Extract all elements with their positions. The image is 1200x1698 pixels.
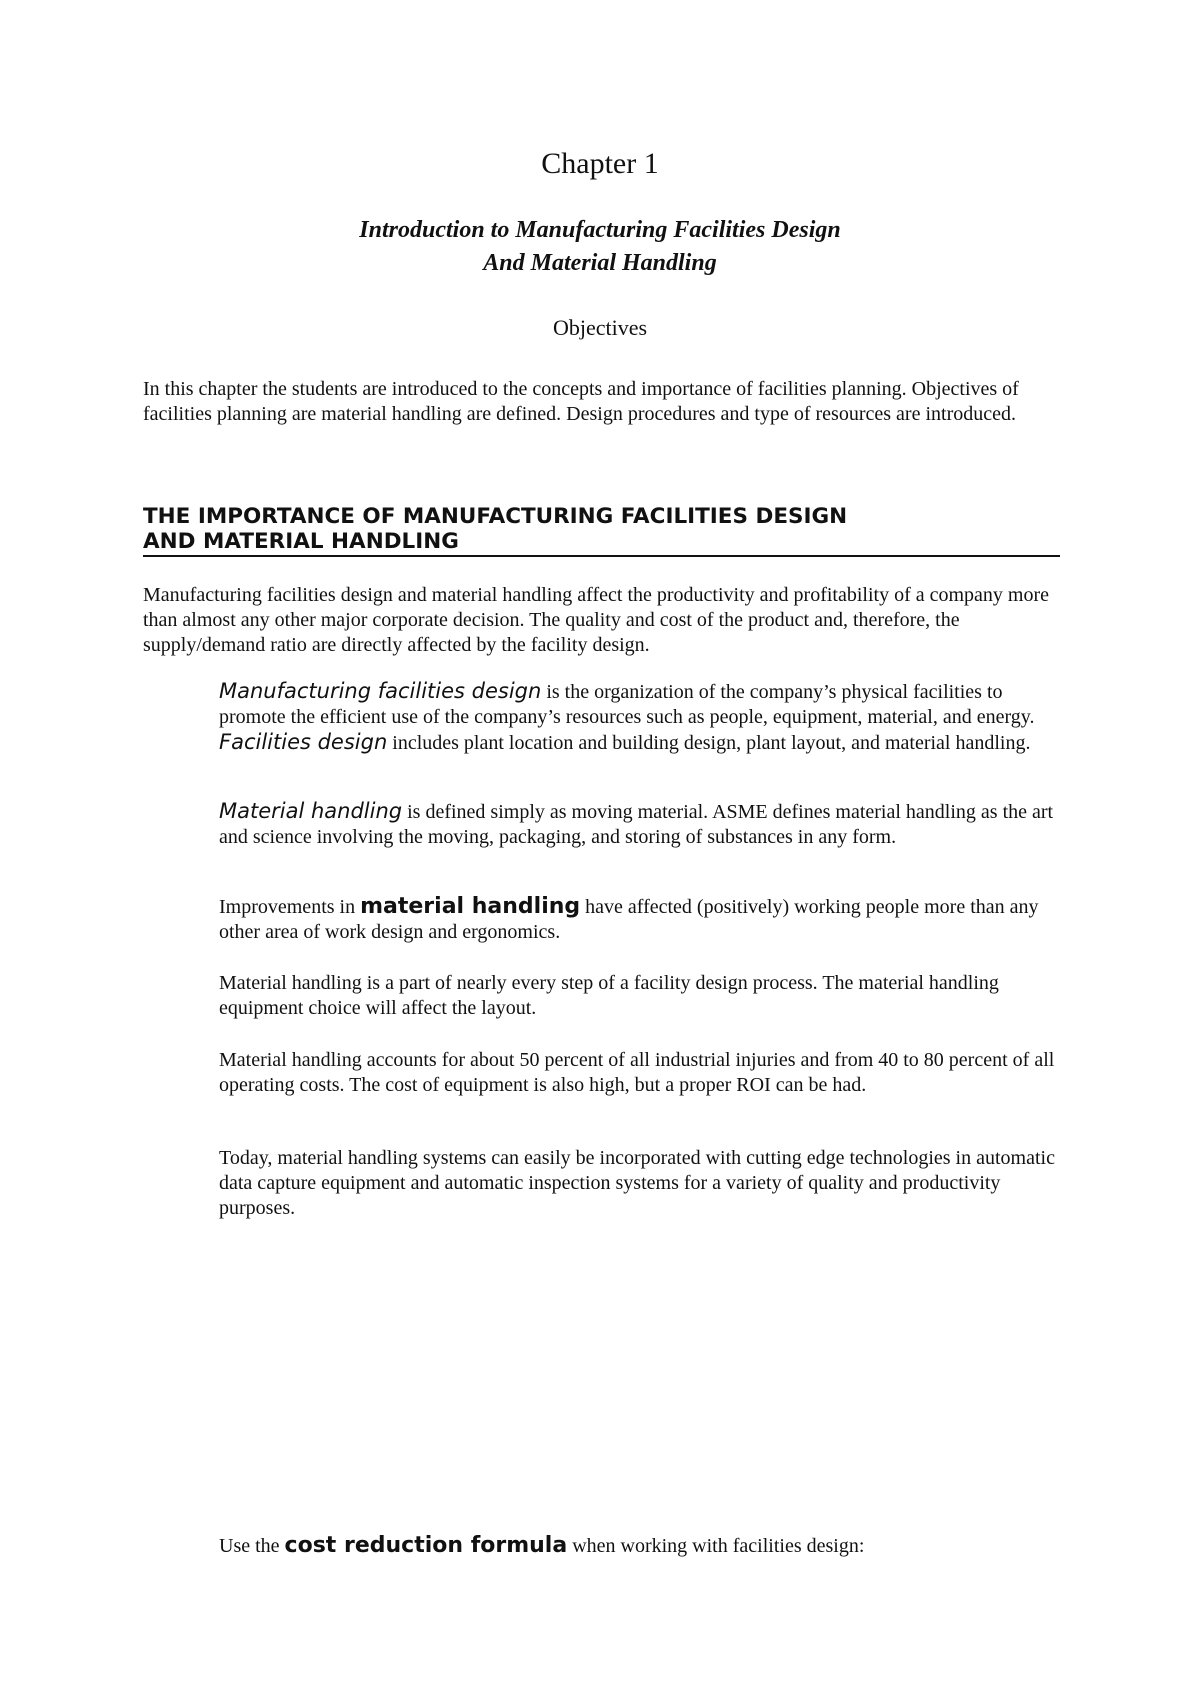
- paragraph-material-handling: [219, 799, 1069, 850]
- text-material-handling-definition: is defined simply as moving material. ASME defines material handling as the art and science involving the moving, packaging, and storing of substances in any form.: [219, 801, 1054, 848]
- formula-pre: Use the: [219, 1535, 285, 1557]
- paragraph-technologies: Today, material handling systems can easily be incorporated with cutting edge technologies in automatic data capture equipment and automatic inspection systems for a variety of quality and productivity purposes.: [219, 1147, 1055, 1219]
- chapter-title: Chapter 1: [541, 147, 659, 180]
- objectives-heading: Objectives: [552, 315, 648, 340]
- subtitle-line-1: Introduction to Manufacturing Facilities Design: [359, 217, 841, 243]
- term-material-handling: Material handling: [219, 799, 403, 823]
- paragraph-costs-injuries: Material handling accounts for about 50 percent of all industrial injuries and from 40 to 80 percent of all operating costs. The cost of equipment is also high, but a proper ROI can be had.: [219, 1049, 1055, 1096]
- subtitle-line-2: And Material Handling: [483, 250, 717, 276]
- paragraph-design-process: Material handling is a part of nearly every step of a facility design process. The material handling equipment choice will affect the layout.: [219, 972, 999, 1019]
- text-improvements-post: have affected (positively) working people more than any other area of work design and ergonomics.: [219, 896, 1039, 943]
- term-cost-reduction-formula: cost reduction formula: [284, 1533, 568, 1558]
- term-manufacturing-facilities-design: Manufacturing facilities design: [219, 679, 542, 703]
- objectives-paragraph: In this chapter the students are introduced to the concepts and importance of facilities planning. Objectives of facilities planning are material handling are defined. Design procedures and type of resources are introduced.: [143, 378, 1019, 425]
- term-facilities-design: Facilities design: [219, 730, 388, 754]
- paragraph-facilities-design: [219, 679, 1069, 756]
- section-heading: [143, 504, 1060, 557]
- paragraph-improvements: [219, 894, 1069, 945]
- section-heading-line-1: THE IMPORTANCE OF MANUFACTURING FACILITIES DESIGN: [143, 504, 848, 529]
- term-material-handling-bold: material handling: [360, 894, 581, 919]
- text-facilities-design-definition: is the organization of the company’s physical facilities to promote the efficient use of the company’s resources such as people, equipment, material, and energy.: [219, 681, 1035, 728]
- text-improvements-pre: Improvements in: [219, 896, 361, 918]
- section-lead-paragraph: Manufacturing facilities design and material handling affect the productivity and profitability of a company more than almost any other major corporate decision. The quality and cost of the product and, therefore, the supply/demand ratio are directly affected by the facility design.: [143, 584, 1050, 656]
- chapter-subtitle: [0, 214, 1200, 280]
- text-facilities-design-includes: includes plant location and building design, plant layout, and material handling.: [387, 732, 1031, 754]
- formula-post: when working with facilities design:: [567, 1535, 865, 1557]
- formula-line: [219, 1532, 1069, 1560]
- section-heading-line-2: AND MATERIAL HANDLING: [143, 529, 459, 554]
